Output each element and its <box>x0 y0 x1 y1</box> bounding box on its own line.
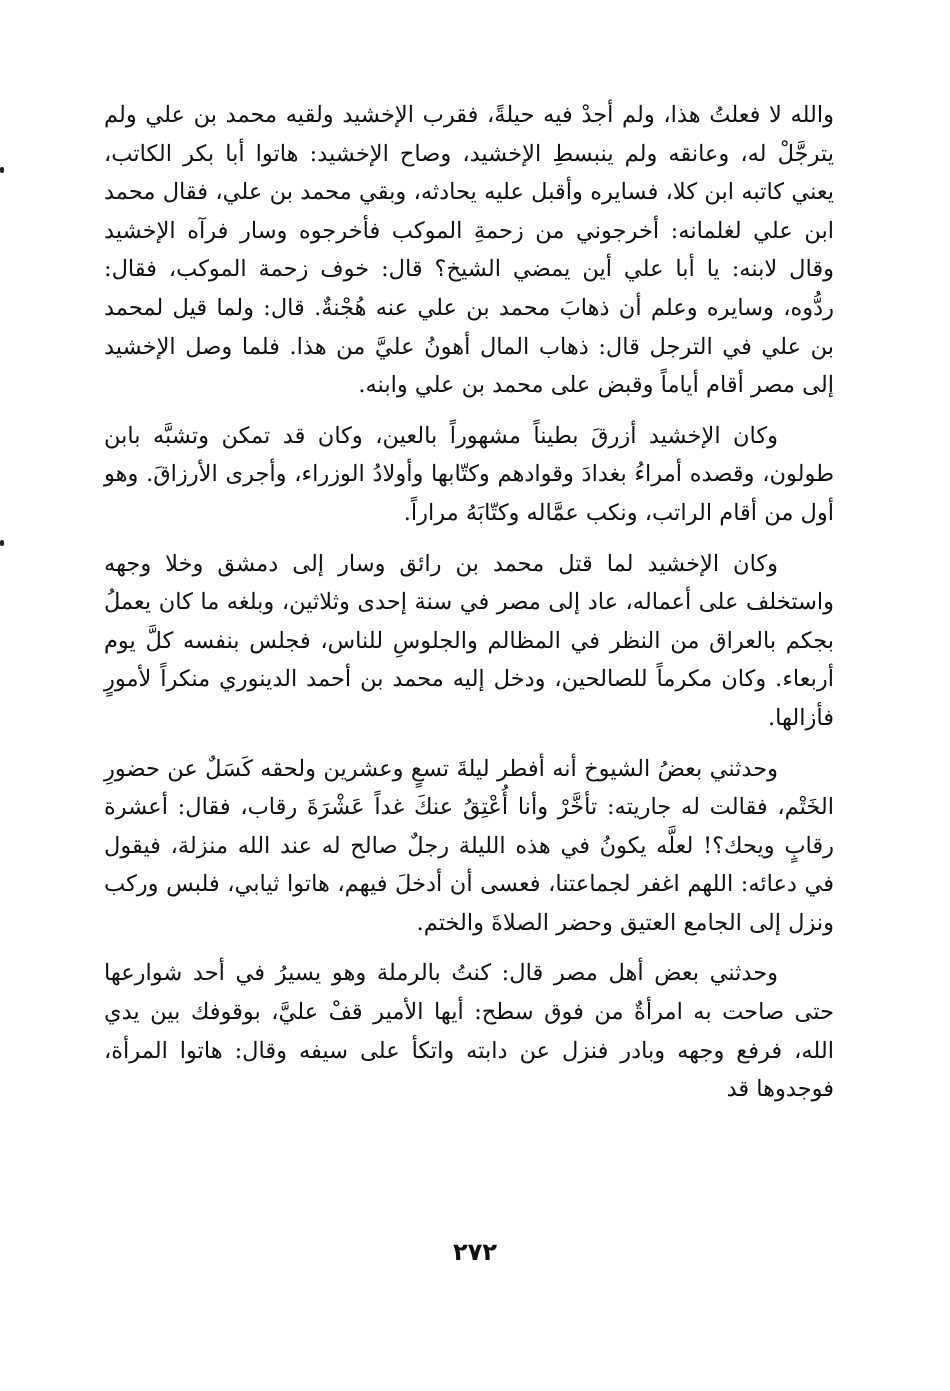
paragraph-1: والله لا فعلتُ هذا، ولم أجدْ فيه حيلةً، فقرب الإخشيد ولقيه محمد بن علي ولم يترجَّلْ له، وعانقه ولم ينبسطِ الإخشيد، وصاح الإخشيد: هاتوا أبا بكر الكاتب، يعني كاتبه ابن كلا، فسايره وأقبل عليه يحادثه، وبقي محمد بن علي، فقال محمد ابن علي لغلمانه: أخرجوني من زحمةِ الموكب فأخرجوه وسار فرآه الإخشيد وقال لابنه: يا أبا علي أين يمضي الشيخ؟ قال: خوف زحمة الموكب، فقال: ردُّوه، وسايره وعلم أن ذهابَ محمد بن علي عنه هُجْنةٌ. قال: ولما قيل لمحمد بن علي في الترجل قال: ذهاب المال أهونُ عليَّ من هذا. فلما وصل الإخشيد إلى مصر أقام أياماً وقبض على محمد بن علي وابنه. <box>104 102 834 399</box>
paragraph-gap <box>104 738 834 750</box>
margin-speck <box>0 167 4 173</box>
paragraph-4: وحدثني بعضُ الشيوخ أنه أفطر ليلةَ تسعٍ وعشرين ولحقه كَسَلٌ عن حضورِ الخَتْم، فقالت له جاريته: تأخَّرْ وأنا أُعْتِقُ عنكَ غداً عَشْرَةَ رقاب، فقال: أعشرة رقابٍ ويحك؟! لعلَّه يكونُ في هذه الليلة رجلٌ صالح له عند الله منزلة، فيقول في دعائه: اللهم اغفر لجماعتنا، فعسى أن أدخلَ فيهم، هاتوا ثيابي، فلبس وركب ونزل إلى الجامع العتيق وحضر الصلاةَ والختم. <box>104 755 834 936</box>
paragraph-3: وكان الإخشيد لما قتل محمد بن رائق وسار إلى دمشق وخلا وجهه واستخلف على أعماله، عاد إلى مصر في سنة إحدى وثلاثين، وبلغه ما كان يعملُ بجكم بالعراق من النظر في المظالم والجلوسِ للناس، فجلس بنفسه كلَّ يوم أربعاء. وكان مكرماً للصالحين، ودخل إليه محمد بن أحمد الدينوري منكراً لأمورٍ فأزالها. <box>104 550 834 731</box>
margin-speck <box>0 540 4 546</box>
paragraph-2: وكان الإخشيد أزرقَ بطيناً مشهوراً بالعين، وكان قد تمكن وتشبَّه بابن طولون، وقصده أمراءُ بغدادَ وقوادهم وكتّابها وأولادُ الوزراء، وأجرى الأرزاقَ. وهو أول من أقام الراتب، ونكب عمَّاله وكتّابَهُ مراراً. <box>104 422 834 526</box>
paragraph-gap <box>104 533 834 545</box>
paragraph-gap <box>104 942 834 954</box>
paragraph-5: وحدثني بعض أهل مصر قال: كنتُ بالرملة وهو يسيرُ في أحد شوارعها حتى صاحت به امرأةٌ من فوق سطح: أيها الأمير قفْ عليَّ، بوقوفك بين يدي الله، فرفع وجهه وبادر فنزل عن دابته واتكأ على سيفه وقال: هاتوا المرأة، فوجدوها قد <box>104 960 834 1103</box>
paragraph-gap <box>104 405 834 417</box>
body-text <box>104 96 834 1109</box>
page-number: ٢٧٢ <box>453 1238 497 1266</box>
